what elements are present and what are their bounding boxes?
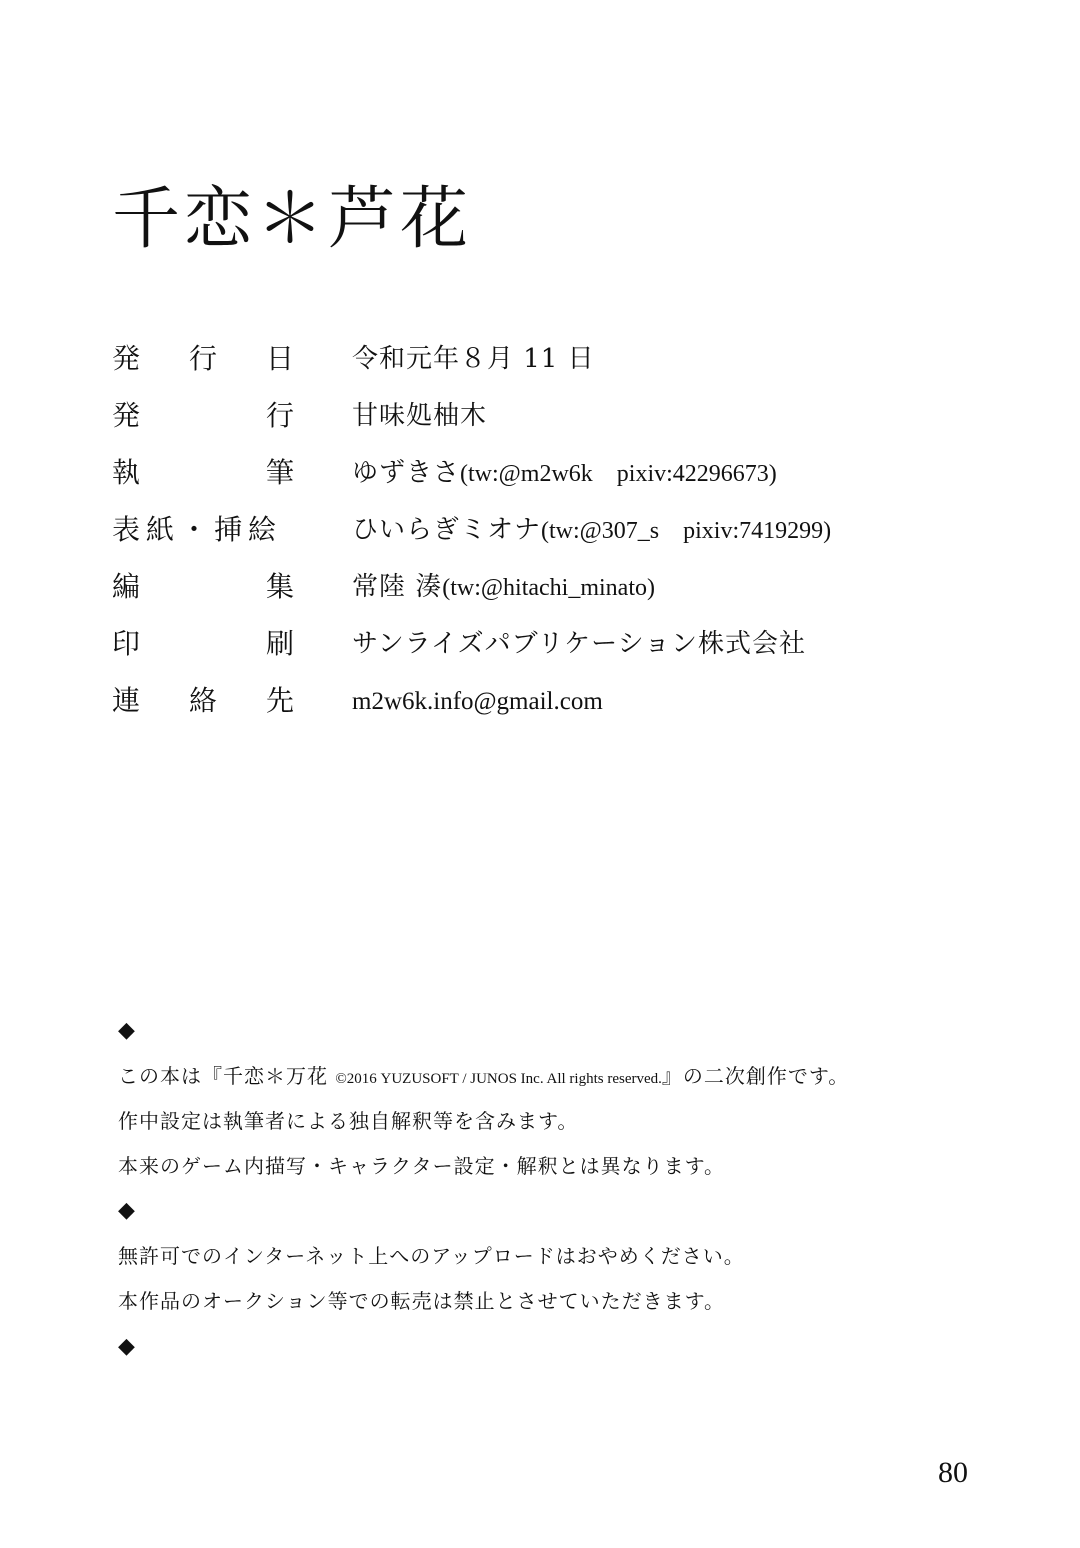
diamond-bullet-icon: ◆ — [118, 1334, 135, 1359]
colophon-row-publisher — [112, 393, 972, 439]
note-line: この本は『千恋＊万花 ©2016 YUZUSOFT / JUNOS Inc. All rights reserved.』の二次創作です。 — [118, 1064, 850, 1088]
note-line: 本作品のオークション等での転売は禁止とさせていただきます。 — [118, 1289, 725, 1313]
colophon-row-contact — [112, 678, 972, 724]
colophon-value: サンライズパブリケーション株式会社 — [352, 629, 807, 659]
colophon-value: ゆずきさ(tw:@m2w6k pixiv:42296673) — [352, 458, 777, 488]
note-line: 本来のゲーム内描写・キャラクター設定・解釈とは異なります。 — [118, 1154, 725, 1178]
colophon-value: 甘味処柚木 — [352, 401, 488, 431]
note-line: 作中設定は執筆者による独自解釈等を含みます。 — [118, 1109, 579, 1133]
diamond-bullet-icon: ◆ — [118, 1198, 135, 1223]
colophon-label: 表紙・挿絵 — [112, 513, 283, 546]
colophon-label: 印 刷 — [112, 627, 294, 660]
colophon-label: 発 行 日 — [112, 342, 294, 375]
colophon-value: ひいらぎミオナ(tw:@307_s pixiv:7419299) — [352, 515, 832, 545]
colophon-row-editor — [112, 564, 972, 610]
colophon-label: 連 絡 先 — [112, 684, 294, 717]
colophon-row-author — [112, 450, 972, 496]
colophon-value: 常陸 湊(tw:@hitachi_minato) — [352, 572, 655, 602]
book-title: 千恋＊芦花 — [112, 180, 473, 259]
note-line: 無許可でのインターネット上へのアップロードはおやめください。 — [118, 1244, 745, 1268]
colophon-row-illustration — [112, 507, 972, 553]
colophon-label: 編 集 — [112, 570, 294, 603]
colophon-label: 発 行 — [112, 399, 294, 432]
colophon-row-printer — [112, 621, 972, 667]
contact-email[interactable]: m2w6k.info@gmail.com — [352, 688, 603, 715]
colophon-label: 執 筆 — [112, 456, 294, 489]
colophon-row-publish-date — [112, 336, 972, 382]
diamond-bullet-icon: ◆ — [118, 1018, 135, 1043]
colophon-value: 令和元年８月 11 日 — [352, 344, 595, 374]
page-number: 80 — [938, 1456, 968, 1489]
